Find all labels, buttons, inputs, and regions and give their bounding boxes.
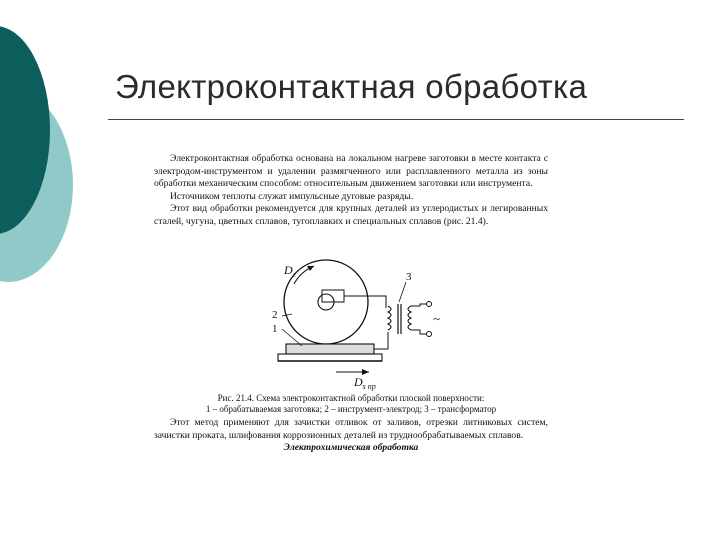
leader-3 <box>399 282 406 302</box>
process-diagram <box>154 254 548 392</box>
wire-top <box>344 296 386 308</box>
paragraph-application: Этот вид обработки рекомендуется для крупных деталей из углеродистых и легированных сталей, чугуна, цветных сплавов, тугоплавких и специальных сплавов (рис. 21.4). <box>154 203 548 227</box>
transformer-coil-primary <box>388 306 391 330</box>
disk-shaft <box>322 290 344 302</box>
figure-caption <box>154 393 548 415</box>
caption-legend: 1 – обрабатываемая заготовка; 2 – инструмент-электрод; 3 – трансформатор <box>205 404 497 414</box>
feed-arrowhead <box>362 369 369 375</box>
label-3: 3 <box>406 271 412 283</box>
paragraph-usage: Этот метод применяют для зачистки отливок от заливов, отрезки литниковых систем, зачистки проката, шлифования коррозионных деталей из труднообрабатываемых сплавов. <box>154 417 548 441</box>
transformer-coil-secondary <box>408 306 411 330</box>
wire-supply-bottom <box>411 330 426 334</box>
wire-bottom <box>374 332 388 349</box>
label-dg: $D_г$ <box>284 263 296 279</box>
title-divider <box>108 119 684 120</box>
slide-decoration <box>0 0 120 300</box>
paragraph-intro: Электроконтактная обработка основана на локальном нагреве заготовки в месте контакта с электродом-инструментом и удалении размягченного или расплавленного металла из зоны обработки механическим способом: относительным движением заготовки или инструмента. <box>154 153 548 190</box>
label-2: 2 <box>272 309 278 321</box>
document-text-continued <box>154 417 548 455</box>
next-section-heading: Электрохимическая обработка <box>283 442 419 454</box>
terminal-top <box>427 302 432 307</box>
terminal-bottom <box>427 332 432 337</box>
caption-title: Рис. 21.4. Схема электроконтактной обработки плоской поверхности: <box>217 393 485 403</box>
leader-2 <box>282 314 292 316</box>
slide-title: Электроконтактная обработка <box>115 68 588 105</box>
wire-supply-top <box>411 304 426 306</box>
base-plate <box>278 354 382 361</box>
label-ds: $D_{s пр}$ <box>354 375 376 391</box>
document-text <box>154 153 548 229</box>
workpiece <box>286 344 374 354</box>
label-supply: ~ <box>433 311 441 326</box>
label-1: 1 <box>272 323 278 335</box>
paragraph-heat-source: Источником теплоты служат импульсные дуговые разряды. <box>170 190 414 202</box>
